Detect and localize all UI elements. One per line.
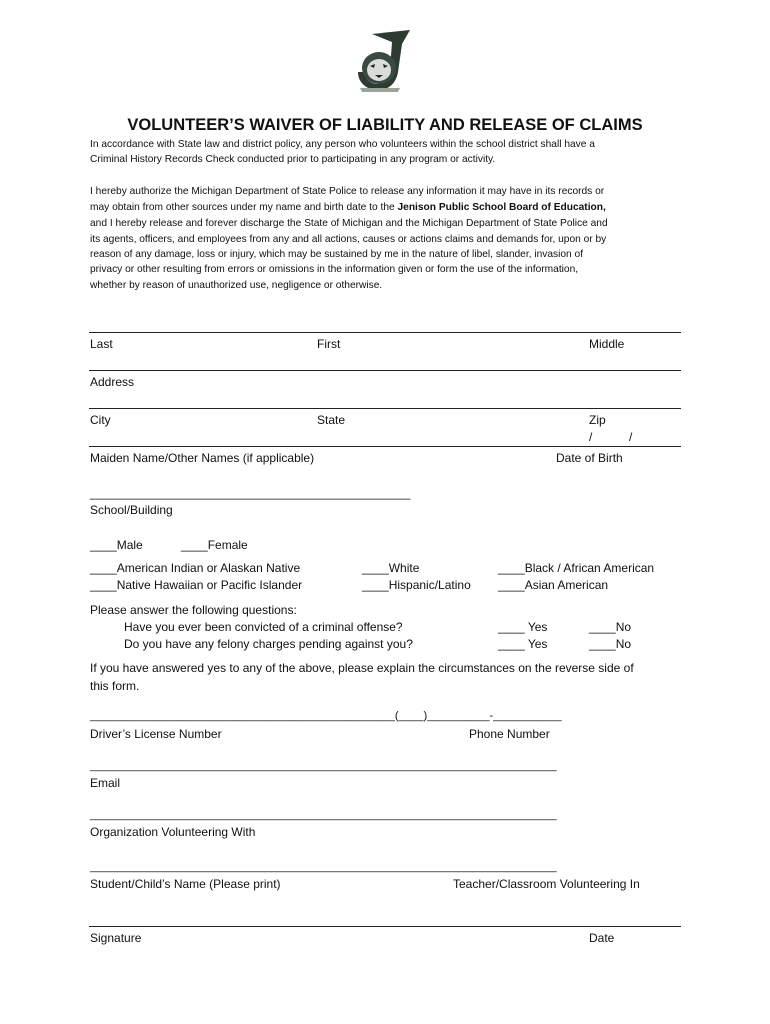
dob-label: Date of Birth: [556, 451, 623, 465]
address-label: Address: [90, 375, 135, 389]
last-name-label: Last: [90, 337, 113, 351]
auth-line-3: and I hereby release and forever discharge the State of Michigan and the Michigan Department of State Police and: [90, 218, 608, 229]
dob-slashes[interactable]: / /: [589, 430, 633, 444]
first-name-label: First: [317, 337, 341, 351]
signature-label: Signature: [90, 931, 142, 945]
city-label: City: [90, 413, 111, 427]
question-2-yes[interactable]: ____ Yes: [498, 637, 548, 651]
question-2: Do you have any felony charges pending against you?: [124, 637, 413, 651]
signature-line[interactable]: [89, 926, 681, 927]
student-teacher-input-line[interactable]: ___________________________________________________________________________: [90, 861, 557, 873]
teacher-classroom-label: Teacher/Classroom Volunteering In: [453, 877, 640, 891]
phone-label: Phone Number: [469, 727, 550, 741]
city-line[interactable]: [89, 408, 681, 409]
organization-label: Organization Volunteering With: [90, 825, 256, 839]
explain-line-2: this form.: [90, 679, 140, 693]
intro-line-2: Criminal History Records Check conducted prior to participating in any program or activity.: [90, 154, 496, 165]
auth-line-1: I hereby authorize the Michigan Department of State Police to release any information it may have in its records or: [90, 186, 605, 197]
student-name-label: Student/Child’s Name (Please print): [90, 877, 281, 891]
jaguar-logo-icon: [352, 28, 416, 94]
page-title: VOLUNTEER’S WAIVER OF LIABILITY AND RELEASE OF CLAIMS: [127, 116, 643, 134]
gender-male[interactable]: ____Male: [90, 538, 143, 552]
signature-date-label: Date: [589, 931, 615, 945]
school-input-line[interactable]: ________________________________________________: [90, 486, 411, 500]
auth-line-7: whether by reason of unauthorized use, negligence or otherwise.: [90, 280, 383, 291]
auth-line-6: privacy or other resulting from errors or omissions in the information given or form the use of the information,: [90, 264, 579, 275]
explain-line-1: If you have answered yes to any of the above, please explain the circumstances on the reverse side of: [90, 661, 634, 675]
maiden-line[interactable]: [89, 446, 681, 447]
question-1-yes[interactable]: ____ Yes: [498, 620, 548, 634]
auth-line-4: its agents, officers, and employees from any and all actions, causes or actions claims and demands for, upon or by: [90, 234, 607, 245]
race-black[interactable]: ____Black / African American: [498, 561, 655, 575]
question-2-no[interactable]: ____No: [589, 637, 632, 651]
school-label: School/Building: [90, 503, 173, 517]
email-input-line[interactable]: ___________________________________________________________________________: [90, 760, 557, 772]
gender-female[interactable]: ____Female: [181, 538, 248, 552]
intro-line-1: In accordance with State law and district policy, any person who volunteers within the school district shall have a: [90, 139, 595, 150]
name-line[interactable]: [89, 332, 681, 333]
board-name: Jenison Public School Board of Education,: [397, 202, 606, 213]
race-asian[interactable]: ____Asian American: [498, 578, 609, 592]
auth-line-2: may obtain from other sources under my name and birth date to the Jenison Public School Board of Education,: [90, 202, 606, 213]
race-american-indian[interactable]: ____American Indian or Alaskan Native: [90, 561, 301, 575]
question-1-no[interactable]: ____No: [589, 620, 632, 634]
auth-line-5: reason of any damage, loss or injury, which may be sustained by me in the nature of libel, slander, invasion of: [90, 249, 584, 260]
organization-input-line[interactable]: ___________________________________________________________________________: [90, 809, 557, 821]
questions-prompt: Please answer the following questions:: [90, 603, 297, 617]
question-1: Have you ever been convicted of a criminal offense?: [124, 620, 403, 634]
license-label: Driver’s License Number: [90, 727, 222, 741]
middle-name-label: Middle: [589, 337, 625, 351]
license-phone-input-line[interactable]: _________________________________________________(____)__________-___________: [90, 710, 562, 722]
email-label: Email: [90, 776, 121, 790]
address-line[interactable]: [89, 370, 681, 371]
zip-label: Zip: [589, 413, 606, 427]
state-label: State: [317, 413, 346, 427]
maiden-name-label: Maiden Name/Other Names (if applicable): [90, 451, 315, 465]
race-white[interactable]: ____White: [362, 561, 420, 575]
race-native-hawaiian[interactable]: ____Native Hawaiian or Pacific Islander: [90, 578, 303, 592]
race-hispanic[interactable]: ____Hispanic/Latino: [362, 578, 471, 592]
